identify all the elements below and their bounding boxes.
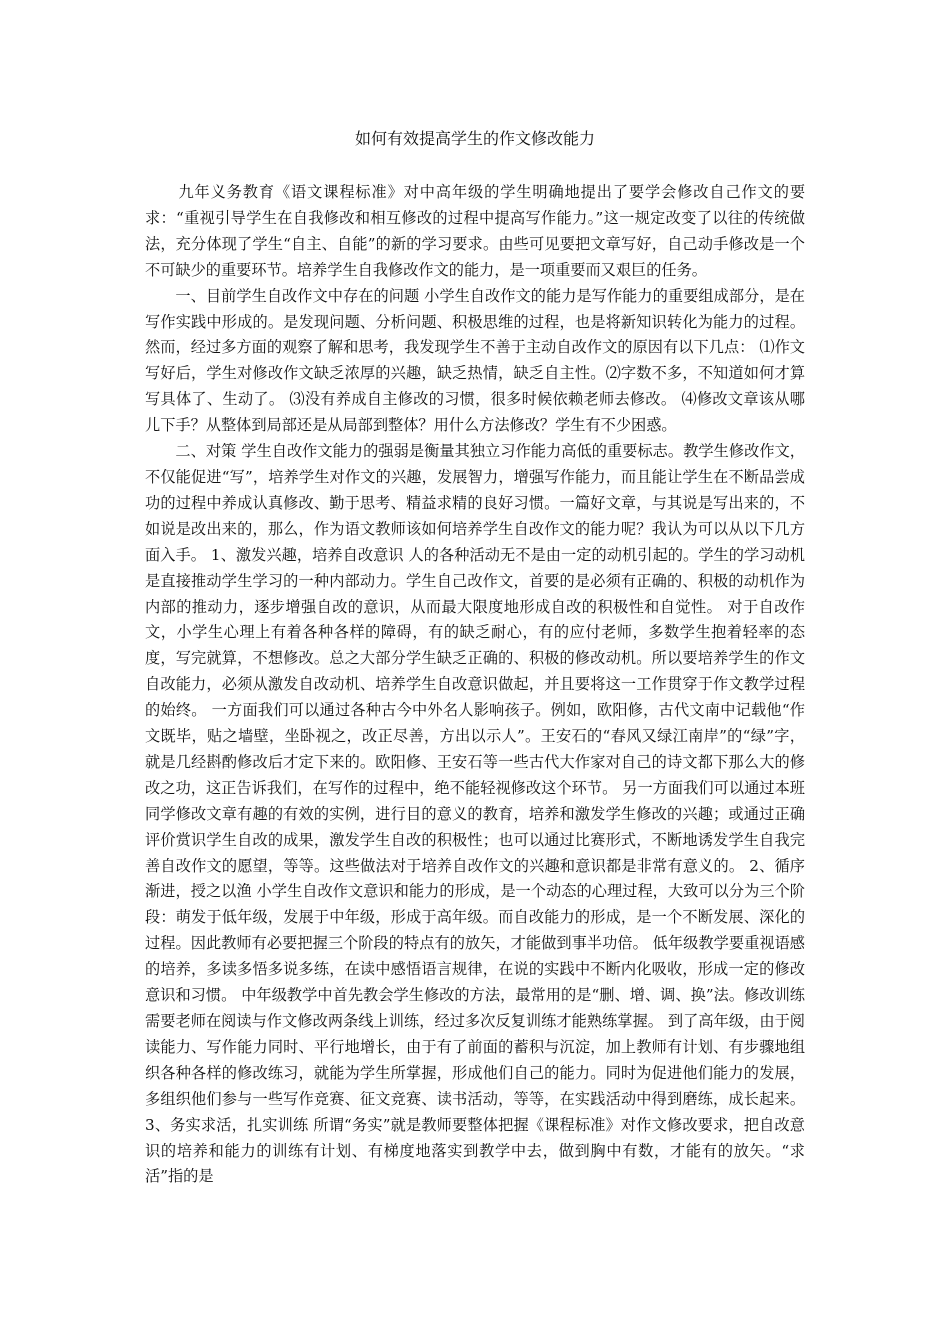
document-title: 如何有效提高学生的作文修改能力 — [354, 129, 595, 148]
paragraph-strategies: 二、对策 学生自改作文能力的强弱是衡量其独立习作能力高低的重要标志。教学生修改作文，不仅能促进“写”，培养学生对作文的兴趣，发展智力，增强写作能力，而且能让学生在不断品尝成功的过程中养成认真修改、勤于思考、精益求精的良好习惯。一篇好文章，与其说是写出来的，不如说是改出来的，那么，作为语文教师该如何培养学生自改作文的能力呢？我认为可以从以下几方面入手。 1、激发兴趣，培养自改意识 人的各种活动无不是由一定的动机引起的。学生的学习动机是直接推动学生学习的一种内部动力。学生自己改作文，首要的是必须有正确的、积极的动机作为内部的推动力，逐步增强自改的意识，从而最大限度地形成自改的积极性和自觉性。 对于自改作文，小学生心理上有着各种各样的障碍，有的缺乏耐心，有的应付老师，多数学生抱着轻率的态度，写完就算，不想修改。总之大部分学生缺乏正确的、积极的修改动机。所以要培养学生的作文自改能力，必须从激发自改动机、培养学生自改意识做起，并且要将这一工作贯穿于作文教学过程的始终。 一方面我们可以通过各种古今中外名人影响孩子。例如，欧阳修，古代文南中记载他“作文既毕，贴之墙壁，坐卧视之，改正尽善，方出以示人”。王安石的“春风又绿江南岸”的“绿”字，就是几经斟酌修改后才定下来的。欧阳修、王安石等一些古代大作家对自己的诗文都下那么大的修改之功，这正告诉我们，在写作的过程中，绝不能轻视修改这个环节。 另一方面我们可以通过本班同学修改文章有趣的有效的实例，进行目的意义的教育，培养和激发学生修改的兴趣；或通过正确评价赏识学生自改的成果，激发学生自改的积极性；也可以通过比赛形式，不断地诱发学生自我完善自改作文的愿望，等等。这些做法对于培养自改作文的兴趣和意识都是非常有意义的。 2、循序渐进，授之以渔 小学生自改作文意识和能力的形成，是一个动态的心理过程，大致可以分为三个阶段：萌发于低年级，发展于中年级，形成于高年级。而自改能力的形成，是一个不断发展、深化的过程。因此教师有必要把握三个阶段的特点有的放矢，才能做到事半功倍。 低年级教学要重视语感的培养，多读多悟多说多练，在读中感悟语言规律，在说的实践中不断内化吸收，形成一定的修改意识和习惯。 中年级教学中首先教会学生修改的方法，最常用的是“删、增、调、换”法。修改训练需要老师在阅读与作文修改两条线上训练，经过多次反复训练才能熟练掌握。 到了高年级，由于阅读能力、写作能力同时、平行地增长，由于有了前面的蓄积与沉淀，加上教师有计划、有步骤地组织各种各样的修改练习，就能为学生所掌握，形成他们自己的能力。同时为促进他们能力的发展，多组织他们参与一些写作竞赛、征文竞赛、读书活动，等等，在实践活动中得到磨练，成长起来。 3、务实求活，扎实训练 所谓“务实”就是教师要整体把握《课程标准》对作文修改要求，把自改意识的培养和能力的训练有计划、有梯度地落实到教学中去，做到胸中有数，才能有的放矢。“求活”指的是 — [145, 442, 805, 1186]
paragraph-intro: 九年义务教育《语文课程标准》对中高年级的学生明确地提出了要学会修改自己作文的要求：“重视引导学生在自我修改和相互修改的过程中提高写作能力。”这一规定改变了以往的传统做法，充分体现了学生“自主、自能”的新的学习要求。由些可见要把文章写好，自己动手修改是一个不可缺少的重要环节。培养学生自我修改作文的能力，是一项重要而又艰巨的任务。 — [145, 183, 805, 279]
paragraph-problems: 一、目前学生自改作文中存在的问题 小学生自改作文的能力是写作能力的重要组成部分，是在写作实践中形成的。是发现问题、分析问题、积极思维的过程，也是将新知识转化为能力的过程。然而，经过多方面的观察了解和思考，我发现学生不善于主动自改作文的原因有以下几点： ⑴作文写好后，学生对修改作文缺乏浓厚的兴趣，缺乏热情，缺乏自主性。⑵字数不多，不知道如何才算写具体了、生动了。 ⑶没有养成自主修改的习惯，很多时候依赖老师去修改。 ⑷修改文章该从哪儿下手？从整体到局部还是从局部到整体？用什么方法修改？学生有不少困惑。 — [145, 286, 805, 435]
document-page — [145, 118, 805, 1190]
